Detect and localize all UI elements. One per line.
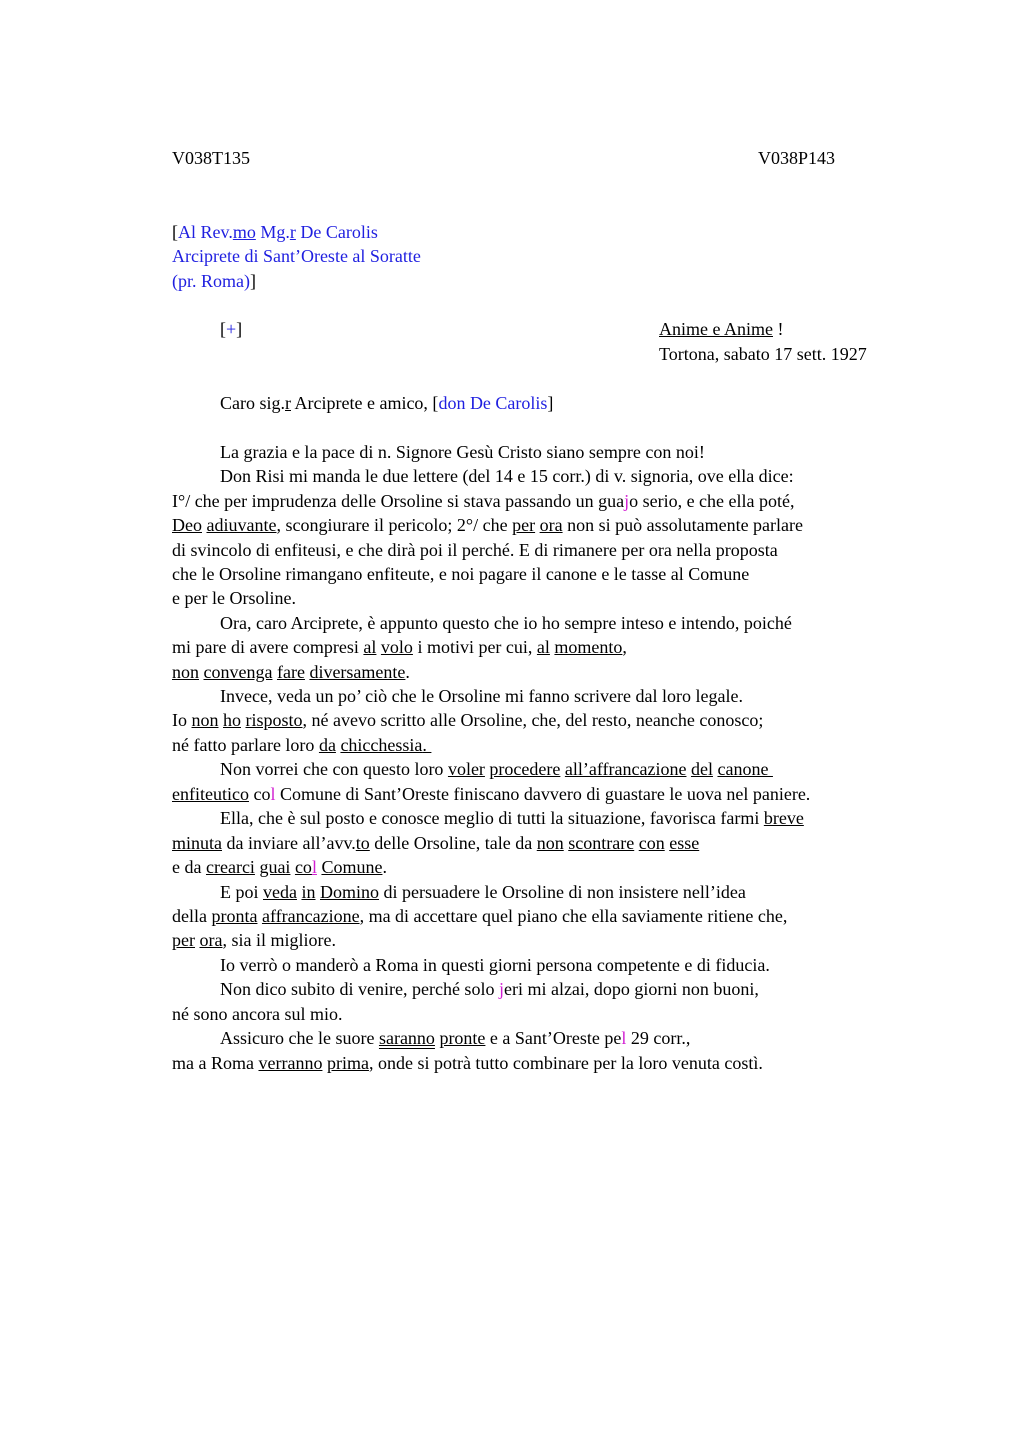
body-line: Io non ho risposto, né avevo scritto alle Orsoline, che, del resto, neanche conosco;: [172, 710, 764, 730]
body-line: e da crearci guai col Comune.: [172, 857, 387, 877]
body-line: né fatto parlare loro da chicchessia.: [172, 735, 432, 755]
dateline: Tortona, sabato 17 sett. 1927: [659, 344, 867, 364]
body-line: ma a Roma verranno prima, onde si potrà tutto combinare per la loro venuta costì.: [172, 1053, 763, 1073]
address-line-3: (pr. Roma)]: [172, 271, 256, 291]
body-line: per ora, sia il migliore.: [172, 930, 336, 950]
body-line: Non vorrei che con questo loro voler procedere all’affrancazione del canone: [220, 759, 773, 779]
body-line: mi pare di avere compresi al volo i motivi per cui, al momento,: [172, 637, 627, 657]
body-line: E poi veda in Domino di persuadere le Orsoline di non insistere nell’idea: [220, 882, 746, 902]
address-line-1: [Al Rev.mo Mg.r De Carolis: [172, 222, 378, 242]
body-line: I°/ che per imprudenza delle Orsoline si stava passando un guajo serio, e che ella poté,: [172, 491, 795, 511]
body-line: che le Orsoline rimangano enfiteute, e noi pagare il canone e le tasse al Comune: [172, 564, 750, 584]
cross-mark: [+]: [220, 319, 243, 339]
body-line: La grazia e la pace di n. Signore Gesù Cristo siano sempre con noi!: [220, 442, 705, 462]
salutation: Caro sig.r Arciprete e amico, [don De Carolis]: [220, 393, 554, 413]
document-code-right: V038P143: [758, 148, 836, 168]
body-line: di svincolo di enfiteusi, e che dirà poi il perché. E di rimanere per ora nella proposta: [172, 540, 778, 560]
body-line: e per le Orsoline.: [172, 588, 296, 608]
body-line: minuta da inviare all’avv.to delle Orsoline, tale da non scontrare con esse: [172, 833, 700, 853]
body-line: Non dico subito di venire, perché solo jeri mi alzai, dopo giorni non buoni,: [220, 979, 759, 999]
body-line: Io verrò o manderò a Roma in questi giorni persona competente e di fiducia.: [220, 955, 770, 975]
body-line: Don Risi mi manda le due lettere (del 14 e 15 corr.) di v. signoria, ove ella dice:: [220, 466, 794, 486]
body-line: Assicuro che le suore saranno pronte e a Sant’Oreste pel 29 corr.,: [220, 1028, 691, 1048]
address-line-2: Arciprete di Sant’Oreste al Soratte: [172, 246, 421, 266]
body-line: non convenga fare diversamente.: [172, 662, 410, 682]
motto: Anime e Anime !: [659, 319, 784, 339]
body-line: enfiteutico col Comune di Sant’Oreste finiscano davvero di guastare le uova nel paniere.: [172, 784, 811, 804]
body-line: Ora, caro Arciprete, è appunto questo che io ho sempre inteso e intendo, poiché: [220, 613, 792, 633]
body-line: Deo adiuvante, scongiurare il pericolo; 2°/ che per ora non si può assolutamente parlare: [172, 515, 804, 535]
body-line: Ella, che è sul posto e conosce meglio di tutti la situazione, favorisca farmi breve: [220, 808, 804, 828]
document-code-left: V038T135: [172, 148, 250, 168]
body-line: della pronta affrancazione, ma di accettare quel piano che ella saviamente ritiene che,: [172, 906, 788, 926]
body-line: né sono ancora sul mio.: [172, 1004, 343, 1024]
body-line: Invece, veda un po’ ciò che le Orsoline mi fanno scrivere dal loro legale.: [220, 686, 743, 706]
